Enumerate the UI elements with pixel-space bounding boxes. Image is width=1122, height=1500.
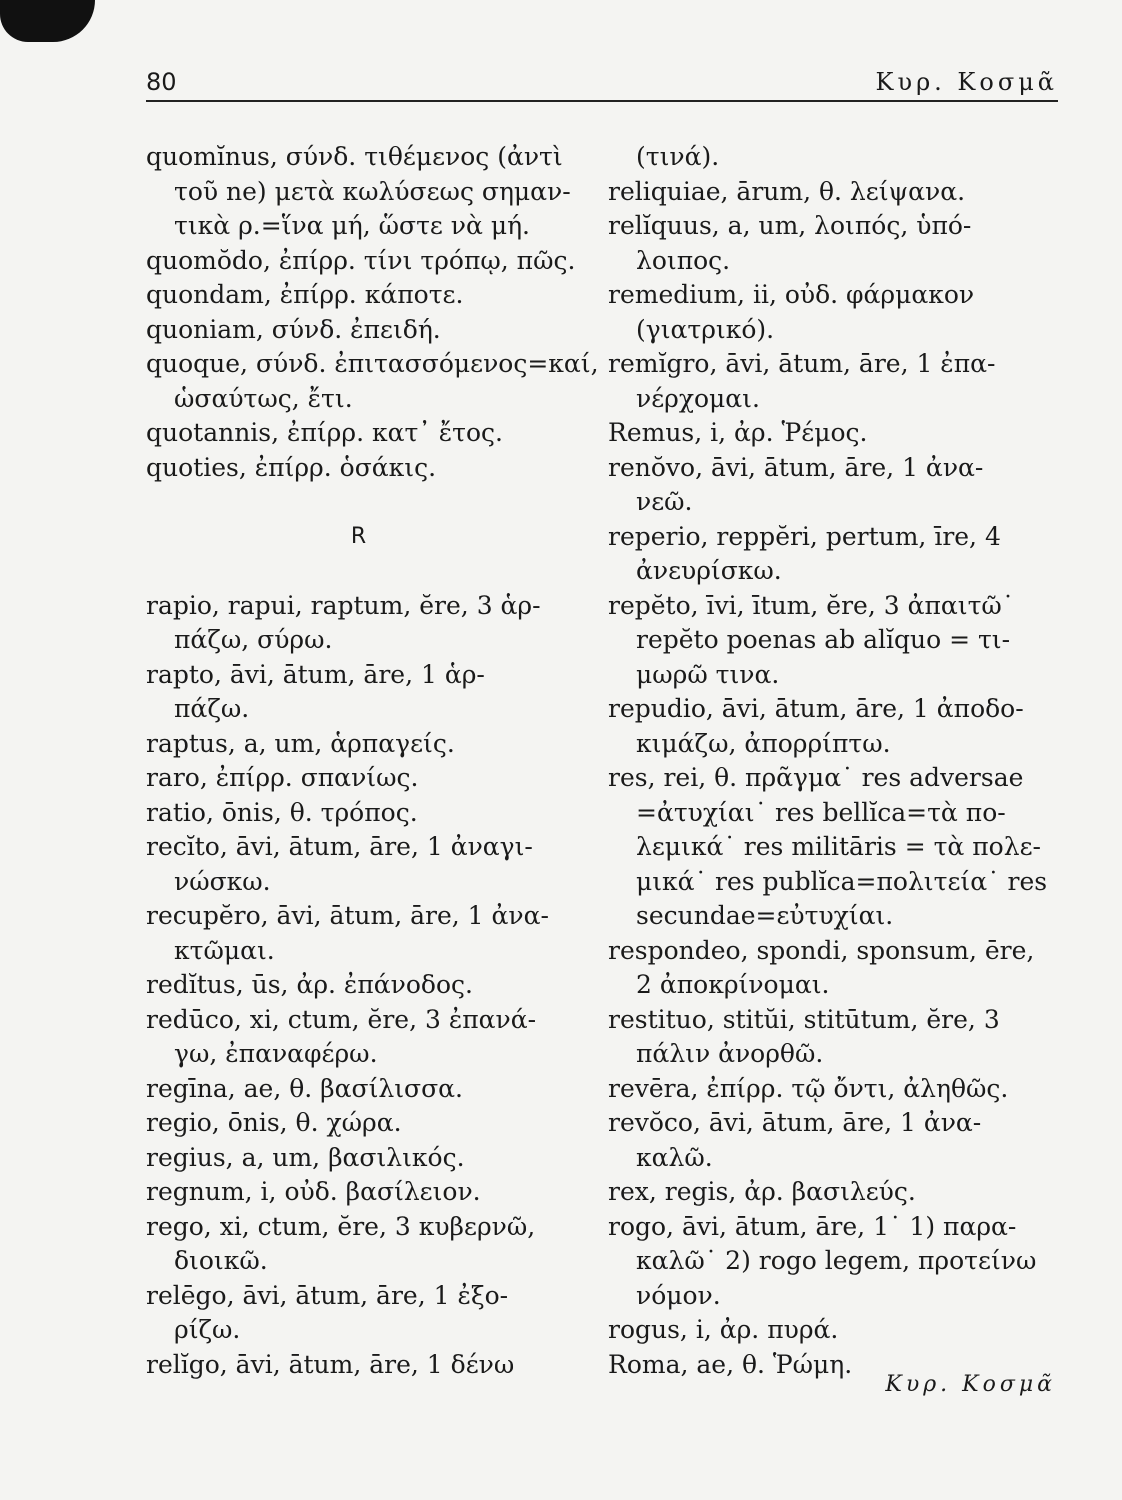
dictionary-line: πάλιν ἀνορθῶ. bbox=[636, 1039, 824, 1068]
dictionary-line: 2 ἀποκρίνομαι. bbox=[636, 970, 830, 999]
dictionary-line bbox=[146, 554, 571, 589]
dictionary-line: revŏco, āvi, ātum, āre, 1 ἀνα- bbox=[608, 1108, 982, 1137]
dictionary-line: redūco, xi, ctum, ĕre, 3 ἐπανά- bbox=[146, 1004, 537, 1034]
dictionary-line: revēra, ἐπίρρ. τῷ ὄντι, ἀληθῶς. bbox=[608, 1073, 1009, 1103]
dictionary-line: διοικῶ. bbox=[174, 1246, 268, 1275]
dictionary-line: (τινά). bbox=[636, 142, 720, 171]
footer-author: Κυρ. Κοσμᾶ bbox=[885, 1372, 1056, 1397]
dictionary-line: Remus, i, ἀρ. Ῥέμος. bbox=[608, 418, 868, 447]
page-number: 80 bbox=[146, 68, 177, 96]
dictionary-line: reperio, reppĕri, pertum, īre, 4 bbox=[608, 521, 1001, 551]
dictionary-line: redĭtus, ūs, ἀρ. ἐπάνοδος. bbox=[146, 970, 473, 999]
dictionary-line: quondam, ἐπίρρ. κάποτε. bbox=[146, 280, 464, 309]
dictionary-line: remĭgro, āvi, ātum, āre, 1 ἐπα- bbox=[608, 349, 996, 378]
dictionary-line: secundae=εὐτυχίαι. bbox=[636, 901, 894, 930]
dictionary-line: quoties, ἐπίρρ. ὁσάκις. bbox=[146, 452, 437, 482]
dictionary-line: Roma, ae, θ. Ῥώμη. bbox=[608, 1349, 853, 1379]
dictionary-line: restituo, stitŭi, stitūtum, ĕre, 3 bbox=[608, 1004, 1000, 1034]
dictionary-line: μωρῶ τινα. bbox=[636, 659, 780, 689]
dictionary-line: repudio, āvi, ātum, āre, 1 ἀποδο- bbox=[608, 694, 1024, 723]
dictionary-line: respondeo, spondi, sponsum, ēre, bbox=[608, 935, 1035, 965]
dictionary-line: rego, xi, ctum, ĕre, 3 κυβερνῶ, bbox=[146, 1211, 536, 1241]
right-column bbox=[608, 140, 1060, 1382]
dictionary-line: λεμικά˙ res militāris = τὰ πολε- bbox=[636, 832, 1041, 861]
dictionary-line bbox=[146, 485, 571, 520]
dictionary-line: ὡσαύτως, ἔτι. bbox=[174, 383, 353, 413]
dictionary-line: raptus, a, um, ἁρπαγείς. bbox=[146, 728, 455, 758]
dictionary-line: κιμάζω, ἀπορρίπτω. bbox=[636, 728, 891, 758]
dictionary-line: πάζω, σύρω. bbox=[174, 625, 333, 654]
dictionary-line: renŏvo, āvi, ātum, āre, 1 ἀνα- bbox=[608, 452, 984, 482]
dictionary-line: rogus, i, ἀρ. πυρά. bbox=[608, 1315, 839, 1344]
dictionary-line: regius, a, um, βασιλικός. bbox=[146, 1142, 465, 1172]
dictionary-line: repĕto, īvi, ītum, ĕre, 3 ἀπαιτῶ˙ bbox=[608, 590, 1015, 620]
dictionary-line: τοῦ ne) μετὰ κωλύσεως σημαν- bbox=[174, 176, 571, 206]
dictionary-line: νέρχομαι. bbox=[636, 383, 760, 413]
dictionary-line: μικά˙ res publĭca=πολιτεία˙ res bbox=[636, 866, 1048, 896]
dictionary-line: λοιπος. bbox=[636, 245, 731, 275]
page-header bbox=[146, 68, 1058, 100]
dictionary-line: res, rei, θ. πρᾶγμα˙ res adversae bbox=[608, 763, 1024, 792]
dictionary-line: relĭgo, āvi, ātum, āre, 1 δένω bbox=[146, 1349, 515, 1379]
dictionary-line: regnum, i, οὐδ. βασίλειον. bbox=[146, 1177, 481, 1206]
dictionary-line: ρίζω. bbox=[174, 1315, 241, 1344]
dictionary-line: regīna, ae, θ. βασίλισσα. bbox=[146, 1073, 463, 1103]
dictionary-line: quoque, σύνδ. ἐπιτασσόμενος=καί, bbox=[146, 349, 599, 378]
dictionary-line: rogo, āvi, ātum, āre, 1˙ 1) παρα- bbox=[608, 1211, 1017, 1241]
dictionary-line: raro, ἐπίρρ. σπανίως. bbox=[146, 763, 419, 792]
dictionary-line: =ἀτυχίαι˙ res bellĭca=τὰ πο- bbox=[636, 797, 1006, 827]
dictionary-line: recĭto, āvi, ātum, āre, 1 ἀναγι- bbox=[146, 832, 533, 861]
running-head-author: Κυρ. Κοσμᾶ bbox=[875, 68, 1058, 96]
dictionary-line: remedium, ii, οὐδ. φάρμακον bbox=[608, 280, 975, 309]
dictionary-line: καλῶ. bbox=[636, 1142, 713, 1172]
section-letter: R bbox=[350, 523, 367, 549]
dictionary-line: τικὰ ρ.=ἵνα μή, ὥστε νὰ μή. bbox=[174, 211, 531, 240]
dictionary-line: νώσκω. bbox=[174, 866, 271, 896]
dictionary-line: καλῶ˙ 2) rogo legem, προτείνω bbox=[636, 1246, 1037, 1275]
dictionary-line: πάζω. bbox=[174, 694, 250, 723]
dictionary-line: γω, ἐπαναφέρω. bbox=[174, 1039, 378, 1068]
dictionary-line: νόμον. bbox=[636, 1280, 721, 1310]
dictionary-line: relēgo, āvi, ātum, āre, 1 ἐξο- bbox=[146, 1280, 509, 1310]
dictionary-line: quomŏdo, ἐπίρρ. τίνι τρόπῳ, πῶς. bbox=[146, 245, 576, 275]
dictionary-line: rapio, rapui, raptum, ĕre, 3 ἁρ- bbox=[146, 590, 541, 620]
dictionary-line: quoniam, σύνδ. ἐπειδή. bbox=[146, 314, 441, 344]
dictionary-line: rex, regis, ἀρ. βασιλεύς. bbox=[608, 1177, 916, 1206]
ink-blot bbox=[0, 0, 95, 42]
dictionary-line: reliquiae, ārum, θ. λείψανα. bbox=[608, 176, 966, 206]
dictionary-line: regio, ōnis, θ. χώρα. bbox=[146, 1108, 402, 1137]
dictionary-line: κτῶμαι. bbox=[174, 935, 275, 965]
header-rule bbox=[146, 100, 1058, 102]
dictionary-line: ratio, ōnis, θ. τρόπος. bbox=[146, 797, 418, 827]
dictionary-line: ἀνευρίσκω. bbox=[636, 556, 782, 585]
dictionary-line: repĕto poenas ab alĭquo = τι- bbox=[636, 625, 1011, 654]
dictionary-line: (γιατρικό). bbox=[636, 314, 775, 344]
dictionary-line: rapto, āvi, ātum, āre, 1 ἁρ- bbox=[146, 659, 485, 689]
dictionary-line: νεῶ. bbox=[636, 487, 693, 516]
dictionary-line: quomĭnus, σύνδ. τιθέμενος (ἀντὶ bbox=[146, 142, 563, 171]
dictionary-line: quotannis, ἐπίρρ. κατ᾽ ἔτος. bbox=[146, 418, 503, 447]
dictionary-line: recupĕro, āvi, ātum, āre, 1 ἀνα- bbox=[146, 901, 549, 930]
left-column bbox=[146, 140, 599, 1382]
dictionary-line: relĭquus, a, um, λοιπός, ὑπό- bbox=[608, 211, 972, 240]
